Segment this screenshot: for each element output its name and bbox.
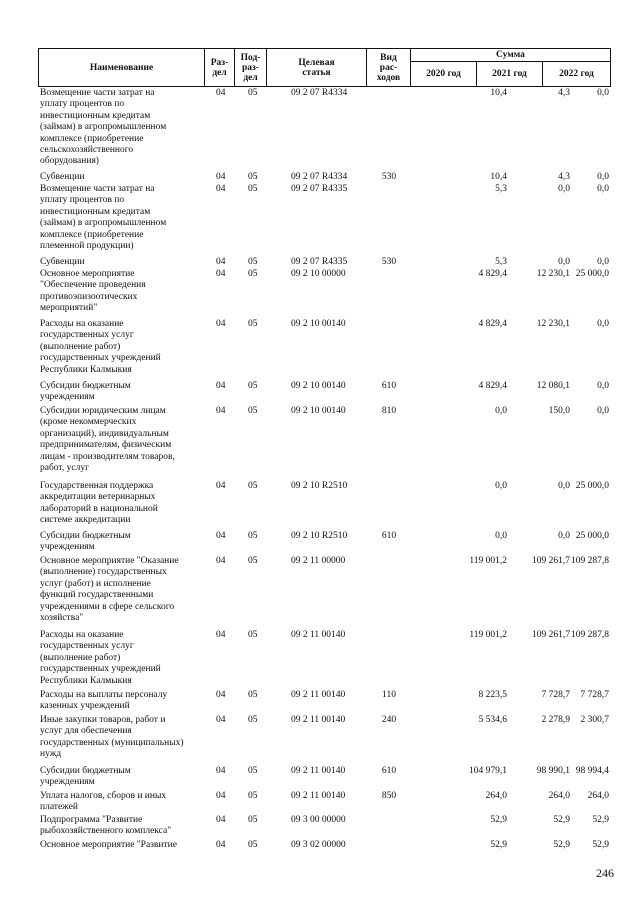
cell-vid: 850: [381, 791, 397, 801]
header-name: Наименование: [39, 49, 205, 87]
cell-podr: 05: [248, 172, 258, 182]
cell-y3: 109 287,8: [571, 556, 609, 566]
cell-y1: 52,9: [490, 815, 507, 825]
cell-y3: 264,0: [587, 791, 609, 801]
cell-razd: 04: [216, 715, 226, 725]
cell-podr: 05: [248, 88, 258, 98]
cell-razd: 04: [216, 531, 226, 541]
cell-y3: 0,0: [597, 257, 609, 267]
cell-podr: 05: [248, 406, 258, 416]
cell-name: Уплата налогов, сборов и иных платежей: [40, 791, 167, 813]
cell-y3: 0,0: [597, 406, 609, 416]
cell-y2: 0,0: [558, 531, 570, 541]
cell-y3: 52,9: [592, 815, 609, 825]
cell-razd: 04: [216, 791, 226, 801]
cell-name: Субсидии бюджетным учреждениям: [40, 381, 131, 403]
cell-podr: 05: [248, 481, 258, 491]
cell-razd: 04: [216, 184, 226, 194]
cell-podr: 05: [248, 381, 258, 391]
cell-cel: 09 2 11 00140: [291, 715, 346, 725]
cell-y1: 264,0: [485, 791, 507, 801]
cell-y2: 52,9: [553, 815, 570, 825]
cell-y2: 264,0: [548, 791, 570, 801]
table-header: [38, 48, 611, 87]
cell-podr: 05: [248, 556, 258, 566]
cell-y3: 109 287,8: [571, 630, 609, 640]
cell-y3: 25 000,0: [575, 531, 609, 541]
cell-vid: 610: [381, 531, 397, 541]
cell-podr: 05: [248, 531, 258, 541]
cell-name: Государственная поддержка аккредитации ветеринарных лабораторий в национальной системе аккредитации: [40, 481, 158, 526]
cell-y3: 7 728,7: [580, 690, 609, 700]
cell-name: Субсидии бюджетным учреждениям: [40, 766, 131, 788]
cell-cel: 09 3 02 00000: [291, 840, 346, 850]
cell-y2: 150,0: [548, 406, 570, 416]
cell-cel: 09 2 10 00140: [291, 406, 346, 416]
cell-y1: 119 001,2: [469, 556, 507, 566]
cell-y2: 0,0: [558, 257, 570, 267]
cell-name: Возмещение части затрат на уплату процентов по инвестиционным кредитам (займам) в агропромышленном комплексе (приобретение племенной продукции): [40, 184, 167, 252]
cell-podr: 05: [248, 766, 258, 776]
cell-podr: 05: [248, 840, 258, 850]
cell-name: Расходы на оказание государственных услуг (выполнение работ) государственных учреждений Республики Калмыкия: [40, 319, 161, 375]
cell-vid: 110: [382, 690, 396, 700]
cell-podr: 05: [248, 630, 258, 640]
cell-razd: 04: [216, 257, 226, 267]
cell-razd: 04: [216, 319, 226, 329]
cell-podr: 05: [248, 319, 258, 329]
cell-y1: 0,0: [495, 406, 507, 416]
cell-name: Расходы на оказание государственных услуг (выполнение работ) государственных учреждений Республики Калмыкия: [40, 630, 161, 686]
cell-name: Субвенции: [40, 172, 85, 182]
cell-cel: 09 2 10 00140: [291, 381, 346, 391]
cell-vid: 240: [381, 715, 397, 725]
cell-podr: 05: [248, 791, 258, 801]
cell-cel: 09 2 10 R2510: [291, 481, 348, 491]
cell-y1: 4 829,4: [478, 269, 507, 279]
cell-y2: 109 261,7: [532, 556, 570, 566]
cell-y1: 119 001,2: [469, 630, 507, 640]
cell-y2: 0,0: [558, 481, 570, 491]
cell-name: Субсидии бюджетным учреждениям: [40, 531, 131, 553]
cell-podr: 05: [248, 269, 258, 279]
cell-razd: 04: [216, 88, 226, 98]
cell-cel: 09 2 11 00140: [291, 690, 346, 700]
cell-name: Иные закупки товаров, работ и услуг для обеспечения государственных (муниципальных) нужд: [40, 715, 184, 760]
cell-y1: 4 829,4: [478, 381, 507, 391]
cell-name: Основное мероприятие "Оказание (выполнение) государственных услуг (работ) и исполнение функций государственными учреждениями в сфере сельского хозяйства": [40, 556, 179, 624]
page-number: 246: [596, 866, 614, 880]
cell-podr: 05: [248, 815, 258, 825]
cell-y2: 109 261,7: [532, 630, 570, 640]
cell-y1: 0,0: [495, 481, 507, 491]
cell-y3: 25 000,0: [575, 269, 609, 279]
cell-cel: 09 2 10 00000: [291, 269, 346, 279]
cell-razd: 04: [216, 269, 226, 279]
cell-y1: 10,4: [490, 172, 507, 182]
cell-y2: 52,9: [553, 840, 570, 850]
cell-y1: 4 829,4: [478, 319, 507, 329]
cell-y3: 98 994,4: [575, 766, 609, 776]
cell-y2: 12 230,1: [536, 269, 570, 279]
cell-podr: 05: [248, 715, 258, 725]
cell-cel: 09 2 11 00140: [291, 791, 346, 801]
cell-vid: 530: [381, 172, 397, 182]
cell-razd: 04: [216, 840, 226, 850]
cell-vid: 610: [381, 766, 397, 776]
cell-y2: 98 990,1: [536, 766, 570, 776]
cell-cel: 09 2 07 R4334: [291, 172, 348, 182]
cell-razd: 04: [216, 815, 226, 825]
cell-y1: 52,9: [490, 840, 507, 850]
cell-y3: 25 000,0: [575, 481, 609, 491]
cell-y1: 10,4: [490, 88, 507, 98]
header-2020: 2020 год: [411, 62, 477, 87]
cell-y3: 0,0: [597, 319, 609, 329]
cell-razd: 04: [216, 766, 226, 776]
cell-y3: 0,0: [597, 184, 609, 194]
cell-y3: 52,9: [592, 840, 609, 850]
cell-name: Возмещение части затрат на уплату процентов по инвестиционным кредитам (займам) в агропромышленном комплексе (приобретение сельскохозяйственного оборудования): [40, 88, 167, 167]
cell-y3: 0,0: [597, 172, 609, 182]
cell-cel: 09 2 07 R4335: [291, 184, 348, 194]
cell-razd: 04: [216, 630, 226, 640]
cell-y1: 8 223,5: [478, 690, 507, 700]
cell-y1: 104 979,1: [469, 766, 507, 776]
cell-y1: 5,3: [495, 184, 507, 194]
header-celevaya: Целевая статья: [267, 49, 367, 87]
cell-y3: 0,0: [597, 88, 609, 98]
cell-vid: 610: [381, 381, 397, 391]
header-summa: Сумма: [411, 49, 611, 62]
header-podrazdel: Под- раз- дел: [235, 49, 267, 87]
cell-name: Субсидии юридическим лицам (кроме некоммерческих организаций), индивидуальным предпринимателям, физическим лицам - производителям товаров, работ, услуг: [40, 406, 175, 474]
cell-razd: 04: [216, 172, 226, 182]
cell-razd: 04: [216, 381, 226, 391]
cell-y2: 12 230,1: [536, 319, 570, 329]
cell-y1: 0,0: [495, 531, 507, 541]
cell-cel: 09 2 07 R4335: [291, 257, 348, 267]
cell-cel: 09 2 11 00140: [291, 630, 346, 640]
header-2021: 2021 год: [477, 62, 543, 87]
cell-y3: 2 300,7: [580, 715, 609, 725]
cell-y1: 5 534,6: [478, 715, 507, 725]
cell-vid: 530: [381, 257, 397, 267]
cell-y2: 4,3: [558, 172, 570, 182]
cell-razd: 04: [216, 406, 226, 416]
cell-name: Расходы на выплаты персоналу казенных учреждений: [40, 690, 168, 712]
cell-y2: 4,3: [558, 88, 570, 98]
cell-podr: 05: [248, 690, 258, 700]
cell-y1: 5,3: [495, 257, 507, 267]
cell-y2: 0,0: [558, 184, 570, 194]
cell-cel: 09 2 11 00000: [291, 556, 346, 566]
cell-cel: 09 2 10 00140: [291, 319, 346, 329]
cell-y2: 7 728,7: [541, 690, 570, 700]
cell-name: Основное мероприятие "Развитие: [40, 840, 177, 850]
header-2022: 2022 год: [543, 62, 611, 87]
cell-y2: 12 080,1: [536, 381, 570, 391]
cell-razd: 04: [216, 556, 226, 566]
cell-podr: 05: [248, 184, 258, 194]
cell-cel: 09 2 07 R4334: [291, 88, 348, 98]
header-vid: Вид рас- ходов: [367, 49, 411, 87]
cell-razd: 04: [216, 481, 226, 491]
cell-vid: 810: [381, 406, 397, 416]
cell-y2: 2 278,9: [541, 715, 570, 725]
cell-cel: 09 2 10 R2510: [291, 531, 348, 541]
cell-y3: 0,0: [597, 381, 609, 391]
cell-name: Основное мероприятие "Обеспечение проведения противоэпизоотических мероприятий": [40, 269, 146, 314]
cell-name: Подпрограмма "Развитие рыбохозяйственного комплекса": [40, 815, 172, 837]
cell-name: Субвенции: [40, 257, 85, 267]
cell-cel: 09 2 11 00140: [291, 766, 346, 776]
cell-razd: 04: [216, 690, 226, 700]
header-razdel: Раз- дел: [205, 49, 235, 87]
cell-podr: 05: [248, 257, 258, 267]
cell-cel: 09 3 00 00000: [291, 815, 346, 825]
